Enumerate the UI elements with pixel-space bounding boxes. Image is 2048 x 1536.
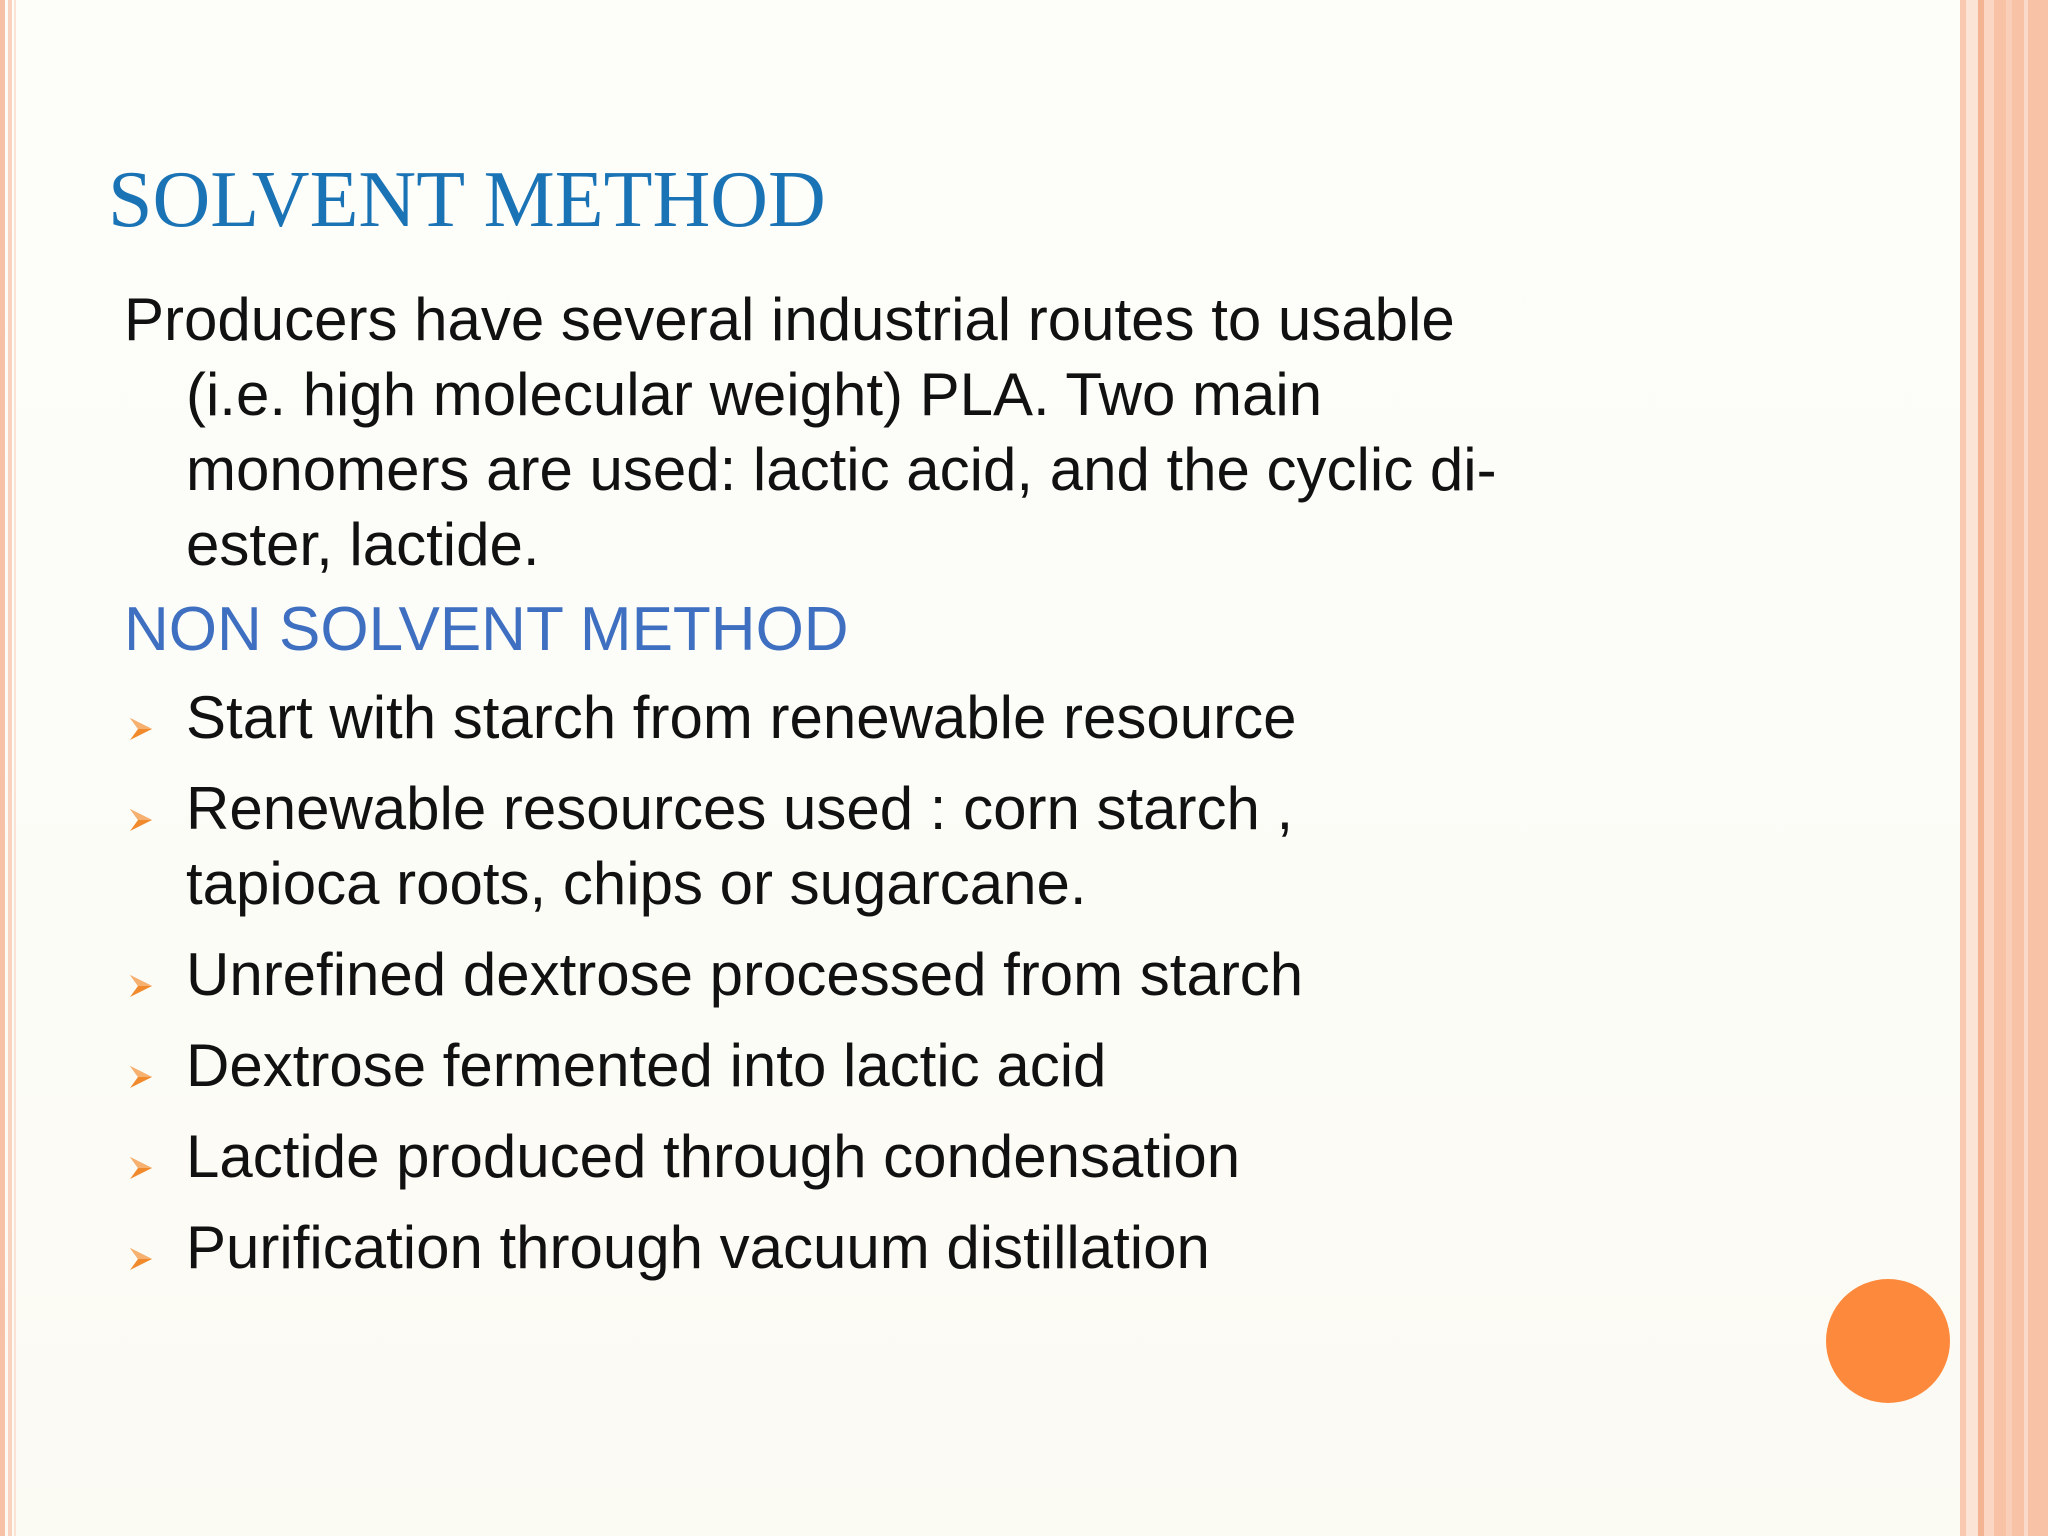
bullet-text: Lactide produced through condensation [186, 1123, 1241, 1190]
intro-line: monomers are used: lactic acid, and the cyclic di- [186, 436, 1497, 503]
right-border-stripe [1966, 0, 1978, 1536]
left-border-stripe [0, 0, 5, 1536]
bullet-text: tapioca roots, chips or sugarcane. [186, 850, 1087, 917]
section-subheading: NON SOLVENT METHOD [124, 595, 849, 664]
left-border-stripe [14, 0, 16, 1536]
bullet-text: Unrefined dextrose processed from starch [186, 941, 1304, 1008]
bullet-item [124, 1210, 1724, 1285]
slide-title: SOLVENT METHOD [108, 156, 826, 244]
bullet-item [124, 937, 1724, 1012]
arrowhead-bullet-icon [128, 1246, 154, 1272]
bullet-item [124, 680, 1724, 755]
bullet-text: Start with starch from renewable resource [186, 684, 1297, 751]
left-border-stripe [8, 0, 12, 1536]
arrowhead-bullet-icon [128, 1064, 154, 1090]
bullet-text: Renewable resources used : corn starch , [186, 775, 1294, 842]
bullet-item [124, 1119, 1724, 1194]
arrowhead-bullet-icon [128, 973, 154, 999]
arrowhead-bullet-icon [128, 716, 154, 742]
arrowhead-bullet-icon [128, 807, 154, 833]
intro-line: Producers have several industrial routes to usable [124, 286, 1455, 353]
bullet-list [124, 680, 1724, 1301]
right-border-stripe [2006, 0, 2012, 1536]
arrowhead-bullet-icon [128, 1155, 154, 1181]
orange-accent-circle [1826, 1279, 1950, 1403]
bullet-text: Dextrose fermented into lactic acid [186, 1032, 1107, 1099]
bullet-item [124, 1028, 1724, 1103]
bullet-text: Purification through vacuum distillation [186, 1214, 1210, 1281]
intro-paragraph [124, 282, 1724, 582]
right-border-stripe [1984, 0, 1994, 1536]
right-border-stripe [1994, 0, 2048, 1536]
bullet-item [124, 771, 1724, 921]
intro-line: ester, lactide. [186, 511, 540, 578]
right-border-stripe [2024, 0, 2028, 1536]
intro-line: (i.e. high molecular weight) PLA. Two main [186, 361, 1323, 428]
